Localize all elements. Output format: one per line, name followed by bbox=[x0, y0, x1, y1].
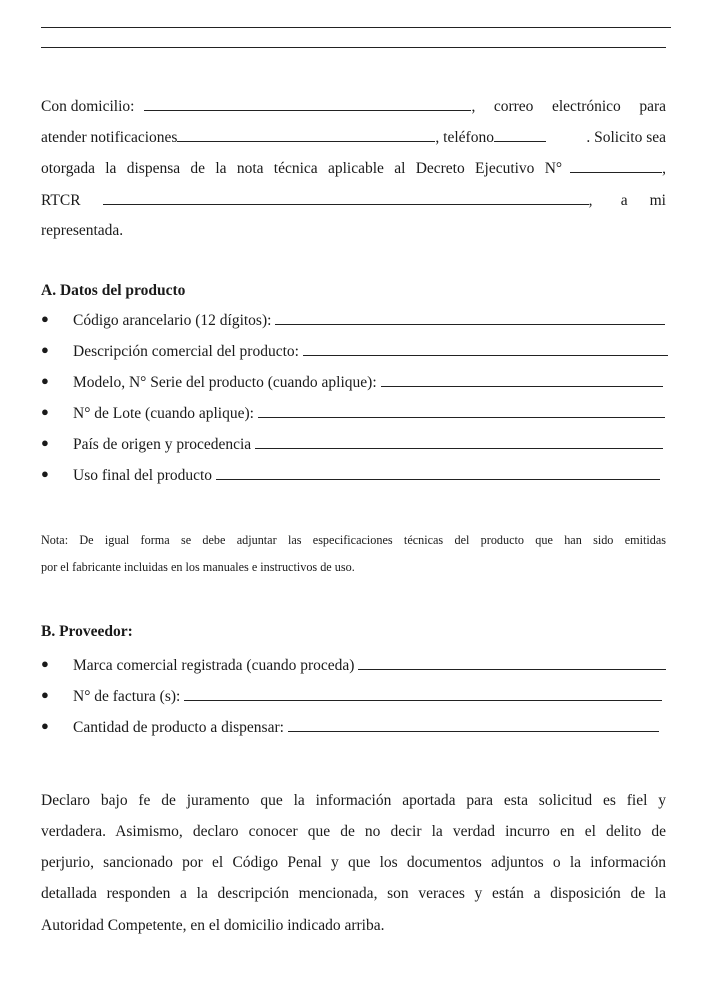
intro-line-5: representada. bbox=[41, 222, 124, 239]
intro-l2-label: atender notificaciones bbox=[41, 129, 178, 146]
intro-line-1 bbox=[41, 96, 666, 117]
item-label: Uso final del producto bbox=[73, 467, 213, 484]
decreto-field[interactable] bbox=[570, 158, 662, 173]
intro-line-4 bbox=[41, 190, 666, 211]
declaration-line-2: verdadera. Asimismo, declaro conocer que de no decir la verdad incurro en el delito de bbox=[41, 823, 666, 840]
intro-l2-tail: . Solicito sea bbox=[586, 129, 666, 146]
item-label: N° de Lote (cuando aplique): bbox=[73, 405, 254, 422]
note-line-1: Nota: De igual forma se debe adjuntar las especificaciones técnicas del producto que han sido emitidas bbox=[41, 533, 666, 547]
list-item bbox=[73, 716, 659, 738]
lote-field[interactable] bbox=[258, 402, 665, 418]
item-label: Cantidad de producto a dispensar: bbox=[73, 719, 284, 736]
top-rule-1 bbox=[41, 27, 671, 28]
factura-field[interactable] bbox=[184, 685, 662, 701]
intro-line-3 bbox=[41, 158, 666, 179]
item-label: Descripción comercial del producto: bbox=[73, 343, 299, 360]
list-item bbox=[73, 371, 663, 393]
bullet-icon: ● bbox=[41, 687, 49, 702]
codigo-field[interactable] bbox=[275, 309, 665, 325]
intro-l3-text: otorgada la dispensa de la nota técnica aplicable al Decreto Ejecutivo N° bbox=[41, 160, 563, 177]
bullet-icon: ● bbox=[41, 656, 49, 671]
intro-l2-phone: , teléfono bbox=[435, 129, 494, 146]
telefono-field[interactable] bbox=[494, 127, 546, 142]
list-item bbox=[73, 309, 665, 331]
uso-field[interactable] bbox=[216, 464, 660, 480]
intro-l4-mi: mi bbox=[649, 192, 666, 209]
intro-l4-comma: , bbox=[588, 192, 593, 209]
correo-field[interactable] bbox=[177, 127, 435, 142]
bullet-icon: ● bbox=[41, 373, 49, 388]
bullet-icon: ● bbox=[41, 404, 49, 419]
list-item bbox=[73, 433, 663, 455]
note-line-2: por el fabricante incluidas en los manuales e instructivos de uso. bbox=[41, 560, 355, 574]
bullet-icon: ● bbox=[41, 311, 49, 326]
declaration-line-4: detallada responden a la descripción mencionada, son veraces y están a disposición de la bbox=[41, 885, 666, 902]
descripcion-field[interactable] bbox=[303, 340, 668, 356]
intro-line-2 bbox=[41, 127, 666, 148]
rtcr-field[interactable] bbox=[103, 190, 589, 205]
list-item bbox=[73, 464, 660, 486]
cantidad-field[interactable] bbox=[288, 716, 659, 732]
declaration-line-5: Autoridad Competente, en el domicilio indicado arriba. bbox=[41, 917, 385, 934]
top-rule-2 bbox=[41, 47, 666, 48]
intro-l4-rtcr: RTCR bbox=[41, 192, 81, 209]
section-b-heading: B. Proveedor: bbox=[41, 623, 133, 640]
domicilio-field[interactable] bbox=[144, 96, 471, 111]
intro-l1-tail: , correo electrónico para bbox=[471, 98, 666, 115]
pais-field[interactable] bbox=[255, 433, 663, 449]
declaration-line-3: perjurio, sancionado por el Código Penal y que los documentos adjuntos o la información bbox=[41, 854, 666, 871]
marca-field[interactable] bbox=[358, 654, 666, 670]
list-item bbox=[73, 654, 666, 676]
declaration-line-1: Declaro bajo fe de juramento que la información aportada para esta solicitud es fiel y bbox=[41, 792, 666, 809]
bullet-icon: ● bbox=[41, 435, 49, 450]
item-label: Modelo, N° Serie del producto (cuando aplique): bbox=[73, 374, 377, 391]
list-item bbox=[73, 685, 662, 707]
list-item bbox=[73, 340, 668, 362]
bullet-icon: ● bbox=[41, 718, 49, 733]
item-label: Marca comercial registrada (cuando proceda) bbox=[73, 657, 355, 674]
item-label: N° de factura (s): bbox=[73, 688, 181, 705]
section-a-heading: A. Datos del producto bbox=[41, 282, 186, 299]
intro-l4-a: a bbox=[620, 192, 628, 209]
intro-l1-label: Con domicilio: bbox=[41, 98, 135, 115]
item-label: País de origen y procedencia bbox=[73, 436, 252, 453]
intro-l3-comma: , bbox=[662, 160, 666, 177]
list-item bbox=[73, 402, 665, 424]
bullet-icon: ● bbox=[41, 342, 49, 357]
item-label: Código arancelario (12 dígitos): bbox=[73, 312, 272, 329]
modelo-field[interactable] bbox=[381, 371, 663, 387]
bullet-icon: ● bbox=[41, 466, 49, 481]
